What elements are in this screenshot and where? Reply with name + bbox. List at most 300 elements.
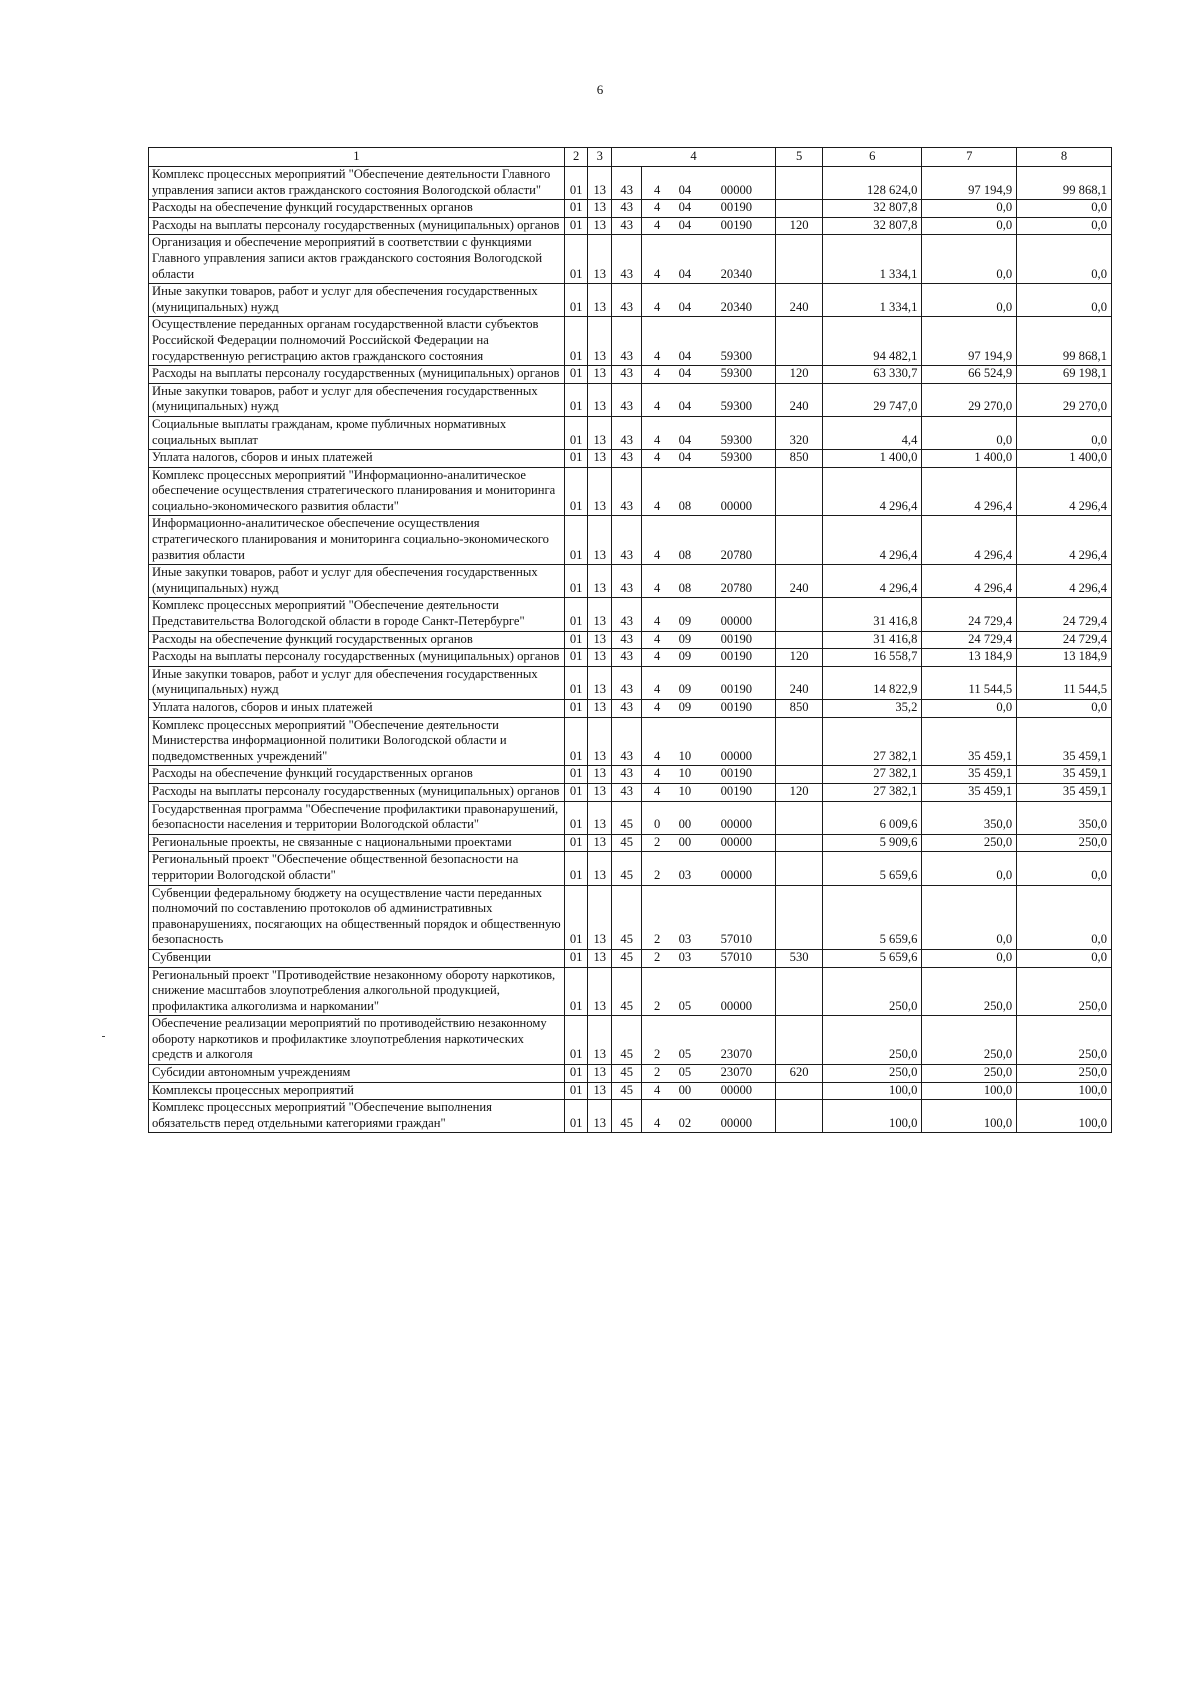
table-row	[149, 516, 1112, 565]
table-row	[149, 1100, 1112, 1133]
code-expense-type	[775, 1082, 822, 1100]
code-subsection: 13	[588, 235, 612, 284]
amount-col-6: 100,0	[823, 1082, 922, 1100]
code-structure: 4	[642, 631, 672, 649]
code-section: 01	[564, 1065, 588, 1083]
code-project: 09	[672, 598, 698, 631]
code-program: 43	[612, 167, 642, 200]
code-section: 01	[564, 217, 588, 235]
budget-table	[148, 147, 1112, 1133]
code-project: 00	[672, 834, 698, 852]
table-row	[149, 565, 1112, 598]
code-expense-type: 240	[775, 565, 822, 598]
code-structure: 4	[642, 217, 672, 235]
code-program: 43	[612, 284, 642, 317]
amount-col-7: 0,0	[922, 885, 1017, 949]
row-name: Субвенции федеральному бюджету на осуществление части переданных полномочий по составлению протоколов об административных правонарушениях, посягающих на общественный порядок и общественную безопасность	[149, 885, 565, 949]
code-section: 01	[564, 1016, 588, 1065]
row-name: Иные закупки товаров, работ и услуг для обеспечения государственных (муниципальных) нужд	[149, 383, 565, 416]
code-direction: 00000	[698, 852, 776, 885]
amount-col-8: 0,0	[1017, 852, 1112, 885]
code-direction: 20340	[698, 284, 776, 317]
code-structure: 4	[642, 700, 672, 718]
header-col-6: 6	[823, 148, 922, 167]
code-structure: 4	[642, 649, 672, 667]
code-project: 04	[672, 200, 698, 218]
code-program: 45	[612, 801, 642, 834]
amount-col-8: 69 198,1	[1017, 366, 1112, 384]
table-row	[149, 834, 1112, 852]
row-name: Иные закупки товаров, работ и услуг для обеспечения государственных (муниципальных) нужд	[149, 666, 565, 699]
code-expense-type	[775, 235, 822, 284]
code-subsection: 13	[588, 366, 612, 384]
header-col-5: 5	[775, 148, 822, 167]
code-structure: 4	[642, 598, 672, 631]
code-structure: 2	[642, 949, 672, 967]
row-name: Комплекс процессных мероприятий "Обеспечение деятельности Главного управления записи актов гражданского состояния Вологодской области"	[149, 167, 565, 200]
code-subsection: 13	[588, 284, 612, 317]
code-program: 43	[612, 235, 642, 284]
amount-col-7: 250,0	[922, 967, 1017, 1016]
amount-col-7: 0,0	[922, 200, 1017, 218]
code-structure: 4	[642, 717, 672, 766]
code-subsection: 13	[588, 666, 612, 699]
code-expense-type	[775, 631, 822, 649]
row-name: Государственная программа "Обеспечение профилактики правонарушений, безопасности населения и территории Вологодской области"	[149, 801, 565, 834]
code-structure: 2	[642, 1016, 672, 1065]
amount-col-7: 4 296,4	[922, 516, 1017, 565]
amount-col-7: 0,0	[922, 700, 1017, 718]
code-program: 45	[612, 885, 642, 949]
amount-col-6: 128 624,0	[823, 167, 922, 200]
code-program: 43	[612, 666, 642, 699]
code-program: 45	[612, 1100, 642, 1133]
code-section: 01	[564, 383, 588, 416]
amount-col-6: 16 558,7	[823, 649, 922, 667]
amount-col-7: 97 194,9	[922, 317, 1017, 366]
code-expense-type	[775, 200, 822, 218]
code-direction: 23070	[698, 1065, 776, 1083]
code-structure: 4	[642, 366, 672, 384]
code-direction: 59300	[698, 450, 776, 468]
amount-col-8: 29 270,0	[1017, 383, 1112, 416]
table-row	[149, 416, 1112, 449]
code-project: 04	[672, 284, 698, 317]
code-program: 45	[612, 834, 642, 852]
row-name: Расходы на выплаты персоналу государственных (муниципальных) органов	[149, 649, 565, 667]
amount-col-7: 1 400,0	[922, 450, 1017, 468]
code-project: 05	[672, 1065, 698, 1083]
row-name: Обеспечение реализации мероприятий по противодействию незаконному обороту наркотиков и профилактике злоупотребления наркотических средств и алкоголя	[149, 1016, 565, 1065]
amount-col-6: 4,4	[823, 416, 922, 449]
code-direction: 00000	[698, 167, 776, 200]
amount-col-8: 0,0	[1017, 949, 1112, 967]
amount-col-6: 5 909,6	[823, 834, 922, 852]
code-direction: 00190	[698, 783, 776, 801]
code-program: 43	[612, 366, 642, 384]
code-project: 09	[672, 700, 698, 718]
amount-col-6: 1 334,1	[823, 235, 922, 284]
amount-col-6: 4 296,4	[823, 467, 922, 516]
amount-col-6: 29 747,0	[823, 383, 922, 416]
code-subsection: 13	[588, 383, 612, 416]
code-subsection: 13	[588, 217, 612, 235]
row-name: Субвенции	[149, 949, 565, 967]
table-row	[149, 885, 1112, 949]
code-program: 45	[612, 852, 642, 885]
header-col-3: 3	[588, 148, 612, 167]
amount-col-7: 66 524,9	[922, 366, 1017, 384]
row-name: Расходы на выплаты персоналу государственных (муниципальных) органов	[149, 783, 565, 801]
code-subsection: 13	[588, 885, 612, 949]
code-structure: 4	[642, 167, 672, 200]
amount-col-7: 35 459,1	[922, 783, 1017, 801]
code-program: 43	[612, 317, 642, 366]
amount-col-8: 0,0	[1017, 284, 1112, 317]
header-col-4: 4	[612, 148, 776, 167]
code-structure: 4	[642, 284, 672, 317]
code-program: 43	[612, 766, 642, 784]
code-expense-type: 120	[775, 649, 822, 667]
code-direction: 59300	[698, 366, 776, 384]
amount-col-7: 0,0	[922, 949, 1017, 967]
table-row	[149, 783, 1112, 801]
amount-col-7: 11 544,5	[922, 666, 1017, 699]
code-structure: 4	[642, 383, 672, 416]
amount-col-8: 24 729,4	[1017, 598, 1112, 631]
amount-col-6: 1 334,1	[823, 284, 922, 317]
amount-col-6: 5 659,6	[823, 949, 922, 967]
amount-col-6: 94 482,1	[823, 317, 922, 366]
amount-col-8: 0,0	[1017, 700, 1112, 718]
code-expense-type: 120	[775, 217, 822, 235]
header-col-1: 1	[149, 148, 565, 167]
amount-col-8: 0,0	[1017, 885, 1112, 949]
code-subsection: 13	[588, 783, 612, 801]
code-section: 01	[564, 317, 588, 366]
code-program: 43	[612, 717, 642, 766]
code-project: 03	[672, 885, 698, 949]
code-structure: 2	[642, 834, 672, 852]
amount-col-6: 5 659,6	[823, 852, 922, 885]
code-project: 08	[672, 565, 698, 598]
table-row	[149, 949, 1112, 967]
code-section: 01	[564, 200, 588, 218]
code-project: 09	[672, 631, 698, 649]
code-project: 04	[672, 317, 698, 366]
table-row	[149, 235, 1112, 284]
table-row	[149, 700, 1112, 718]
amount-col-8: 99 868,1	[1017, 317, 1112, 366]
row-name: Расходы на обеспечение функций государственных органов	[149, 200, 565, 218]
code-section: 01	[564, 467, 588, 516]
code-program: 43	[612, 516, 642, 565]
amount-col-6: 250,0	[823, 1065, 922, 1083]
amount-col-6: 32 807,8	[823, 217, 922, 235]
amount-col-7: 13 184,9	[922, 649, 1017, 667]
code-section: 01	[564, 516, 588, 565]
code-project: 02	[672, 1100, 698, 1133]
table-row	[149, 852, 1112, 885]
page-number: 6	[596, 82, 604, 97]
code-program: 43	[612, 200, 642, 218]
amount-col-8: 0,0	[1017, 416, 1112, 449]
code-subsection: 13	[588, 1082, 612, 1100]
amount-col-6: 27 382,1	[823, 783, 922, 801]
code-expense-type: 850	[775, 450, 822, 468]
amount-col-7: 250,0	[922, 1016, 1017, 1065]
code-subsection: 13	[588, 801, 612, 834]
code-expense-type: 120	[775, 783, 822, 801]
table-body	[149, 167, 1112, 1133]
code-direction: 00000	[698, 1082, 776, 1100]
code-section: 01	[564, 649, 588, 667]
row-name: Уплата налогов, сборов и иных платежей	[149, 450, 565, 468]
code-direction: 00000	[698, 1100, 776, 1133]
header-col-8: 8	[1017, 148, 1112, 167]
code-expense-type: 850	[775, 700, 822, 718]
amount-col-8: 11 544,5	[1017, 666, 1112, 699]
table-row	[149, 1082, 1112, 1100]
amount-col-8: 4 296,4	[1017, 516, 1112, 565]
amount-col-6: 250,0	[823, 1016, 922, 1065]
code-section: 01	[564, 717, 588, 766]
code-project: 03	[672, 949, 698, 967]
code-direction: 00000	[698, 598, 776, 631]
code-expense-type	[775, 1016, 822, 1065]
row-name: Комплекс процессных мероприятий "Информационно-аналитическое обеспечение осуществления стратегического планирования и мониторинга социально-экономического развития области"	[149, 467, 565, 516]
header-col-2: 2	[564, 148, 588, 167]
row-name: Субсидии автономным учреждениям	[149, 1065, 565, 1083]
code-expense-type	[775, 834, 822, 852]
code-structure: 4	[642, 1082, 672, 1100]
code-program: 43	[612, 700, 642, 718]
code-project: 10	[672, 783, 698, 801]
code-section: 01	[564, 783, 588, 801]
amount-col-6: 31 416,8	[823, 631, 922, 649]
code-structure: 4	[642, 235, 672, 284]
code-subsection: 13	[588, 967, 612, 1016]
code-expense-type	[775, 885, 822, 949]
table-row	[149, 967, 1112, 1016]
code-expense-type	[775, 766, 822, 784]
table-header-row	[149, 148, 1112, 167]
code-project: 04	[672, 235, 698, 284]
code-project: 09	[672, 666, 698, 699]
amount-col-6: 6 009,6	[823, 801, 922, 834]
table-row	[149, 598, 1112, 631]
amount-col-6: 35,2	[823, 700, 922, 718]
code-project: 05	[672, 967, 698, 1016]
table-row	[149, 467, 1112, 516]
row-name: Комплекс процессных мероприятий "Обеспечение деятельности Министерства информационной политики Вологодской области и подведомственных учреждений"	[149, 717, 565, 766]
code-expense-type	[775, 852, 822, 885]
code-direction: 20780	[698, 565, 776, 598]
code-expense-type	[775, 967, 822, 1016]
amount-col-6: 250,0	[823, 967, 922, 1016]
code-subsection: 13	[588, 200, 612, 218]
code-direction: 00190	[698, 631, 776, 649]
code-section: 01	[564, 885, 588, 949]
code-expense-type	[775, 598, 822, 631]
code-direction: 00190	[698, 700, 776, 718]
row-name: Информационно-аналитическое обеспечение осуществления стратегического планирования и мониторинга социально-экономического развития области	[149, 516, 565, 565]
amount-col-6: 1 400,0	[823, 450, 922, 468]
code-section: 01	[564, 598, 588, 631]
code-subsection: 13	[588, 598, 612, 631]
code-subsection: 13	[588, 717, 612, 766]
amount-col-7: 0,0	[922, 235, 1017, 284]
code-structure: 4	[642, 516, 672, 565]
code-subsection: 13	[588, 1065, 612, 1083]
amount-col-6: 100,0	[823, 1100, 922, 1133]
code-section: 01	[564, 1100, 588, 1133]
code-subsection: 13	[588, 467, 612, 516]
code-structure: 4	[642, 467, 672, 516]
code-section: 01	[564, 967, 588, 1016]
amount-col-7: 35 459,1	[922, 766, 1017, 784]
amount-col-8: 1 400,0	[1017, 450, 1112, 468]
amount-col-6: 14 822,9	[823, 666, 922, 699]
table-row	[149, 631, 1112, 649]
code-project: 04	[672, 167, 698, 200]
code-direction: 57010	[698, 885, 776, 949]
amount-col-7: 29 270,0	[922, 383, 1017, 416]
amount-col-8: 35 459,1	[1017, 766, 1112, 784]
amount-col-8: 250,0	[1017, 1065, 1112, 1083]
table-row	[149, 217, 1112, 235]
row-name: Комплексы процессных мероприятий	[149, 1082, 565, 1100]
row-name: Иные закупки товаров, работ и услуг для обеспечения государственных (муниципальных) нужд	[149, 565, 565, 598]
table-row	[149, 317, 1112, 366]
code-subsection: 13	[588, 1100, 612, 1133]
code-direction: 57010	[698, 949, 776, 967]
code-project: 05	[672, 1016, 698, 1065]
code-expense-type	[775, 801, 822, 834]
code-project: 04	[672, 383, 698, 416]
code-section: 01	[564, 631, 588, 649]
code-structure: 2	[642, 967, 672, 1016]
code-subsection: 13	[588, 852, 612, 885]
code-subsection: 13	[588, 949, 612, 967]
code-program: 43	[612, 383, 642, 416]
code-direction: 00190	[698, 649, 776, 667]
code-direction: 20780	[698, 516, 776, 565]
code-project: 08	[672, 467, 698, 516]
table-row	[149, 284, 1112, 317]
amount-col-7: 4 296,4	[922, 565, 1017, 598]
code-direction: 00190	[698, 766, 776, 784]
row-name: Осуществление переданных органам государственной власти субъектов Российской Федерации полномочий Российской Федерации на государственную регистрацию актов гражданского состояния	[149, 317, 565, 366]
code-section: 01	[564, 834, 588, 852]
code-project: 09	[672, 649, 698, 667]
code-subsection: 13	[588, 1016, 612, 1065]
code-project: 08	[672, 516, 698, 565]
table-row	[149, 801, 1112, 834]
amount-col-8: 35 459,1	[1017, 783, 1112, 801]
amount-col-6: 27 382,1	[823, 717, 922, 766]
code-expense-type	[775, 167, 822, 200]
code-subsection: 13	[588, 649, 612, 667]
amount-col-7: 4 296,4	[922, 467, 1017, 516]
code-project: 04	[672, 366, 698, 384]
code-subsection: 13	[588, 631, 612, 649]
code-section: 01	[564, 666, 588, 699]
amount-col-7: 100,0	[922, 1100, 1017, 1133]
code-program: 43	[612, 649, 642, 667]
code-structure: 2	[642, 885, 672, 949]
code-section: 01	[564, 167, 588, 200]
code-structure: 4	[642, 200, 672, 218]
code-program: 43	[612, 416, 642, 449]
code-structure: 4	[642, 416, 672, 449]
code-project: 03	[672, 852, 698, 885]
code-expense-type	[775, 1100, 822, 1133]
table-row	[149, 1016, 1112, 1065]
table-row	[149, 649, 1112, 667]
code-structure: 4	[642, 450, 672, 468]
code-direction: 00000	[698, 834, 776, 852]
code-section: 01	[564, 450, 588, 468]
code-expense-type: 320	[775, 416, 822, 449]
amount-col-7: 0,0	[922, 217, 1017, 235]
code-section: 01	[564, 766, 588, 784]
row-name: Иные закупки товаров, работ и услуг для обеспечения государственных (муниципальных) нужд	[149, 284, 565, 317]
header-col-7: 7	[922, 148, 1017, 167]
code-program: 43	[612, 631, 642, 649]
code-section: 01	[564, 284, 588, 317]
code-direction: 59300	[698, 416, 776, 449]
code-direction: 00000	[698, 801, 776, 834]
code-direction: 00190	[698, 200, 776, 218]
code-program: 43	[612, 565, 642, 598]
amount-col-8: 0,0	[1017, 235, 1112, 284]
row-name: Расходы на выплаты персоналу государственных (муниципальных) органов	[149, 366, 565, 384]
row-name: Уплата налогов, сборов и иных платежей	[149, 700, 565, 718]
code-direction: 00190	[698, 666, 776, 699]
amount-col-8: 13 184,9	[1017, 649, 1112, 667]
row-name: Региональные проекты, не связанные с национальными проектами	[149, 834, 565, 852]
code-expense-type	[775, 467, 822, 516]
code-project: 00	[672, 1082, 698, 1100]
table-row	[149, 1065, 1112, 1083]
code-expense-type	[775, 717, 822, 766]
code-expense-type: 620	[775, 1065, 822, 1083]
code-direction: 00190	[698, 217, 776, 235]
table-row	[149, 366, 1112, 384]
amount-col-6: 32 807,8	[823, 200, 922, 218]
code-section: 01	[564, 416, 588, 449]
table-row	[149, 450, 1112, 468]
code-program: 45	[612, 949, 642, 967]
code-program: 43	[612, 598, 642, 631]
code-expense-type: 120	[775, 366, 822, 384]
code-structure: 2	[642, 852, 672, 885]
code-project: 10	[672, 717, 698, 766]
code-subsection: 13	[588, 167, 612, 200]
code-structure: 4	[642, 783, 672, 801]
amount-col-8: 250,0	[1017, 1016, 1112, 1065]
code-section: 01	[564, 801, 588, 834]
amount-col-8: 99 868,1	[1017, 167, 1112, 200]
row-name: Расходы на обеспечение функций государственных органов	[149, 631, 565, 649]
code-program: 45	[612, 1016, 642, 1065]
code-direction: 59300	[698, 317, 776, 366]
code-section: 01	[564, 700, 588, 718]
amount-col-8: 250,0	[1017, 967, 1112, 1016]
amount-col-8: 350,0	[1017, 801, 1112, 834]
amount-col-7: 0,0	[922, 284, 1017, 317]
